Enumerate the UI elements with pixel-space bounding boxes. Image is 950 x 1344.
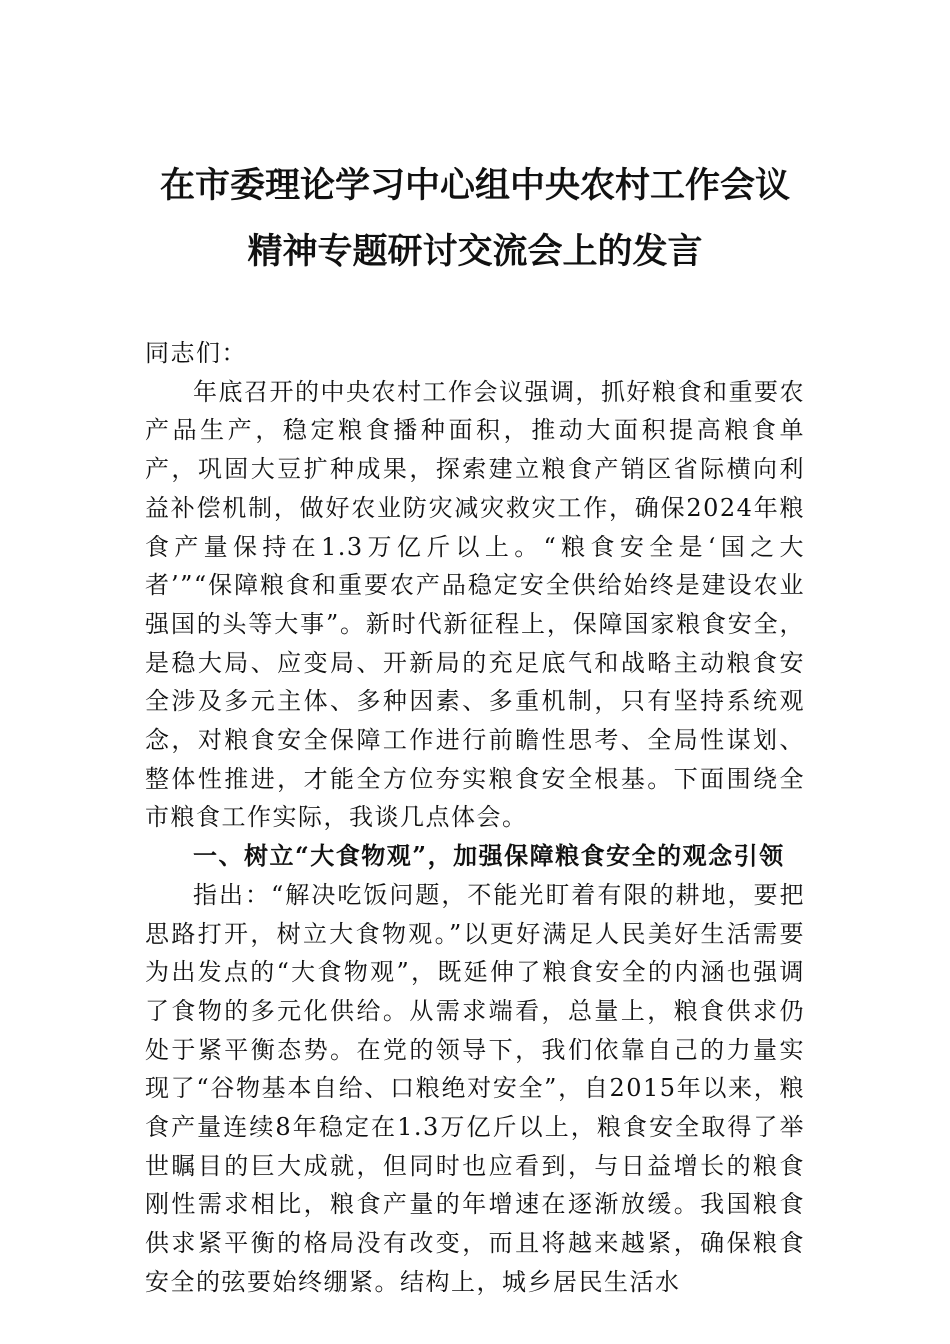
salutation: 同志们： bbox=[145, 339, 247, 367]
document-page bbox=[145, 158, 805, 1302]
section-heading: 一、树立“大食物观”，加强保障粮食安全的观念引领 bbox=[193, 841, 785, 871]
document-body bbox=[145, 334, 805, 1302]
paragraph: 指出：“解决吃饭问题，不能光盯着有限的耕地，要把思路打开，树立大食物观。”以更好满足人民美好生活需要为出发点的“大食物观”，既延伸了粮食安全的内涵也强调了食物的多元化供给。从需求端看，总量上，粮食供求仍处于紧平衡态势。在党的领导下，我们依靠自己的力量实现了“谷物基本自给、口粮绝对安全”，自2015年以来，粮食产量连续8年稳定在1.3万亿斤以上，粮食安全取得了举世瞩目的巨大成就，但同时也应看到，与日益增长的粮食刚性需求相比，粮食产量的年增速在逐渐放缓。我国粮食供求紧平衡的格局没有改变，而且将越来越紧，确保粮食安全的弦要始终绷紧。结构上，城乡居民生活水 bbox=[145, 880, 805, 1296]
title-line-1: 在市委理论学习中心组中央农村工作会议 bbox=[159, 165, 790, 206]
paragraph: 年底召开的中央农村工作会议强调，抓好粮食和重要农产品生产，稳定粮食播种面积，推动大面积提高粮食单产，巩固大豆扩种成果，探索建立粮食产销区省际横向利益补偿机制，做好农业防灾减灾救灾工作，确保2024年粮食产量保持在1.3万亿斤以上。“粮食安全是‘国之大者’”“保障粮食和重要农产品稳定安全供给始终是建设农业强国的头等大事”。新时代新征程上，保障国家粮食安全，是稳大局、应变局、开新局的充足底气和战略主动粮食安全涉及多元主体、多种因素、多重机制，只有坚持系统观念，对粮食安全保障工作进行前瞻性思考、全局性谋划、整体性推进，才能全方位夯实粮食安全根基。下面围绕全市粮食工作实际，我谈几点体会。 bbox=[145, 377, 805, 832]
title-line-2: 精神专题研讨交流会上的发言 bbox=[247, 231, 703, 272]
document-title bbox=[145, 158, 805, 280]
